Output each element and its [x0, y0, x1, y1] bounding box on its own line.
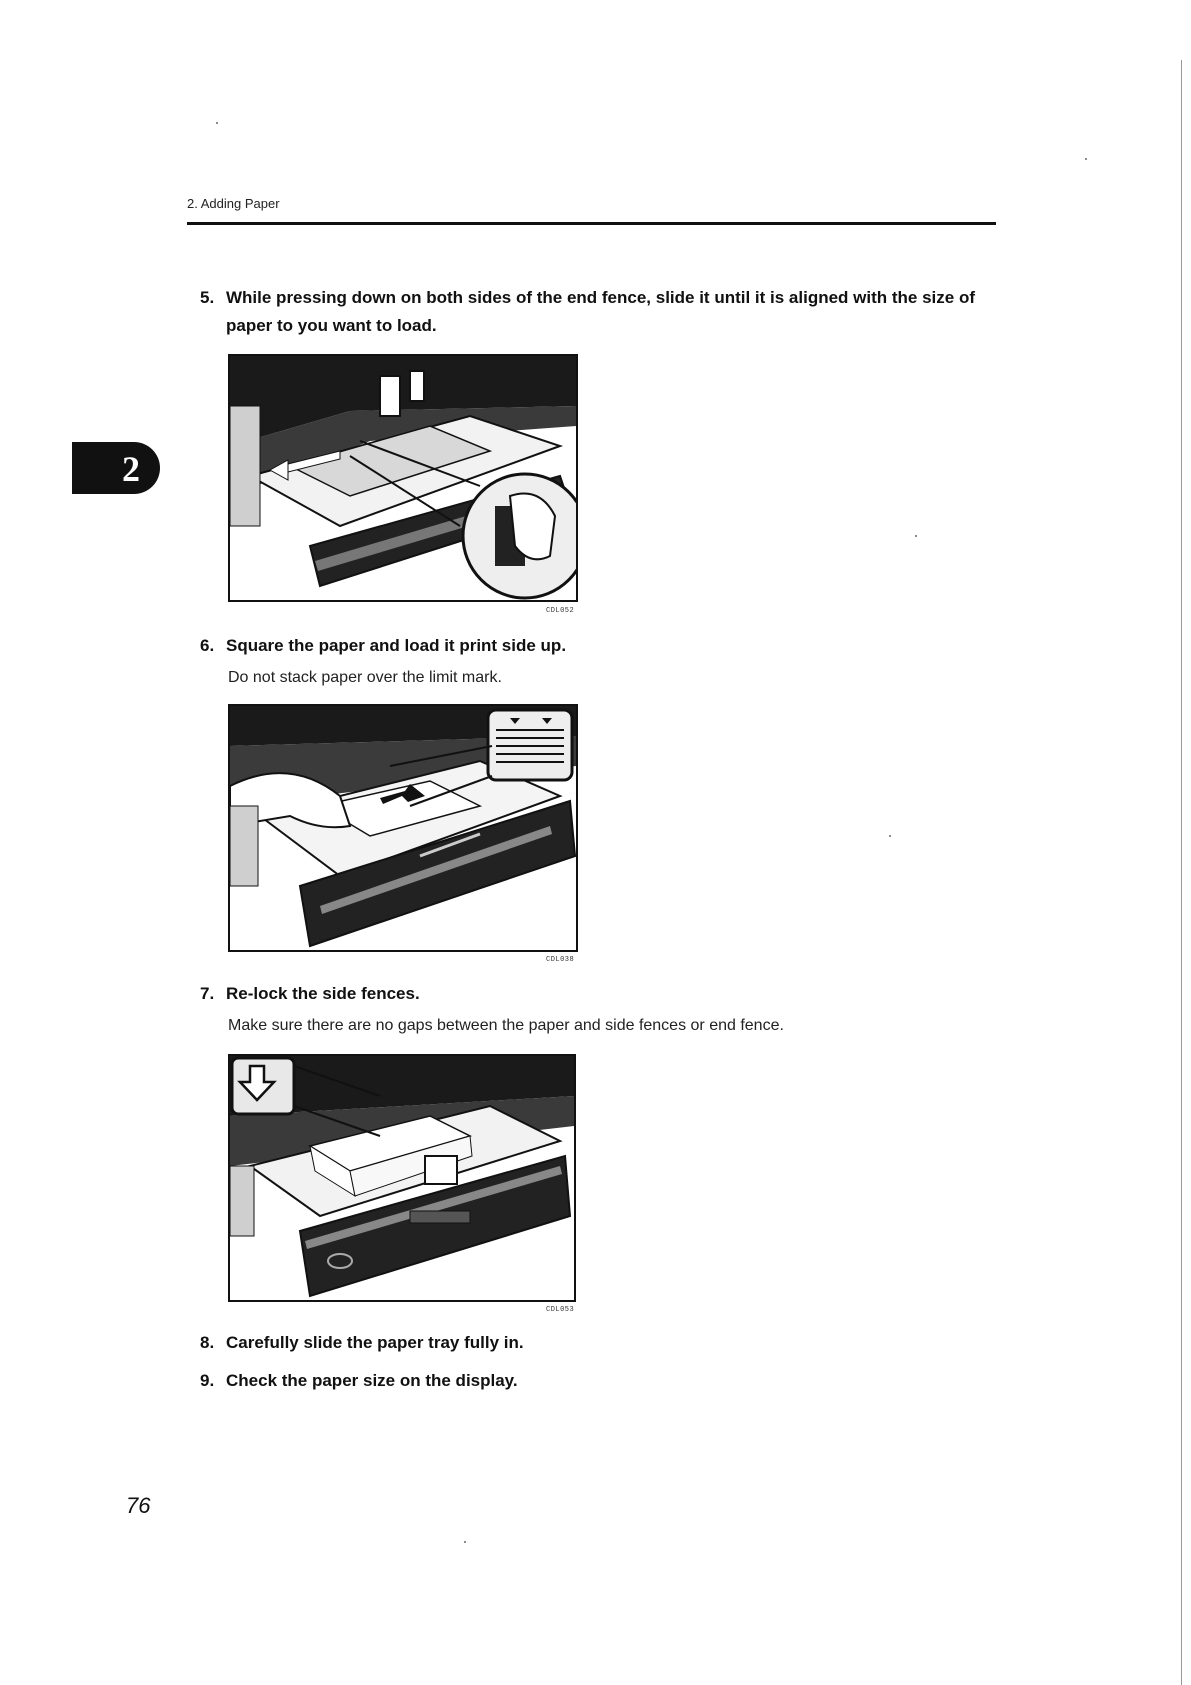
scan-speck: [915, 535, 917, 537]
figure-code: CDL052: [546, 607, 575, 615]
figure-side-fences: [228, 1054, 576, 1302]
figure-code: CDL038: [546, 956, 575, 964]
step-text: Carefully slide the paper tray fully in.: [226, 1333, 524, 1352]
step-number: 9.: [200, 1371, 215, 1390]
figure-load-paper: [228, 704, 578, 952]
figure-end-fence: [228, 354, 578, 602]
step-number: 6.: [200, 636, 215, 655]
step-9: [200, 1367, 518, 1395]
figure-load-paper-drawing: [230, 706, 576, 950]
scan-speck: [889, 835, 891, 837]
step-note: Make sure there are no gaps between the paper and side fences or end fence.: [228, 1017, 784, 1034]
figure-side-fences-drawing: [230, 1056, 574, 1300]
step-text: Check the paper size on the display.: [226, 1371, 518, 1390]
chapter-tab-number: 2: [122, 449, 140, 489]
step-text: While pressing down on both sides of the end fence, slide it until it is aligned with the size of paper to you want to load.: [226, 288, 975, 335]
chapter-tab: [72, 442, 160, 494]
step-7: [200, 980, 420, 1008]
header-rule: [187, 222, 996, 225]
step-6: [200, 632, 566, 660]
step-number: 5.: [200, 288, 215, 307]
running-header: 2. Adding Paper: [187, 196, 280, 211]
page-number: 76: [126, 1493, 151, 1518]
step-text: Re-lock the side fences.: [226, 984, 420, 1003]
step-text: Square the paper and load it print side up.: [226, 636, 567, 655]
step-8: [200, 1329, 524, 1357]
step-number: 7.: [200, 984, 215, 1003]
figure-end-fence-drawing: [230, 356, 576, 600]
scan-speck: [1085, 158, 1087, 160]
step-note: Do not stack paper over the limit mark.: [228, 669, 502, 686]
scan-margin-line: [1181, 60, 1182, 1685]
scan-speck: [216, 122, 218, 124]
step-5: [200, 284, 990, 340]
figure-code: CDL053: [546, 1306, 575, 1314]
step-number: 8.: [200, 1333, 215, 1352]
scan-speck: [464, 1541, 466, 1543]
